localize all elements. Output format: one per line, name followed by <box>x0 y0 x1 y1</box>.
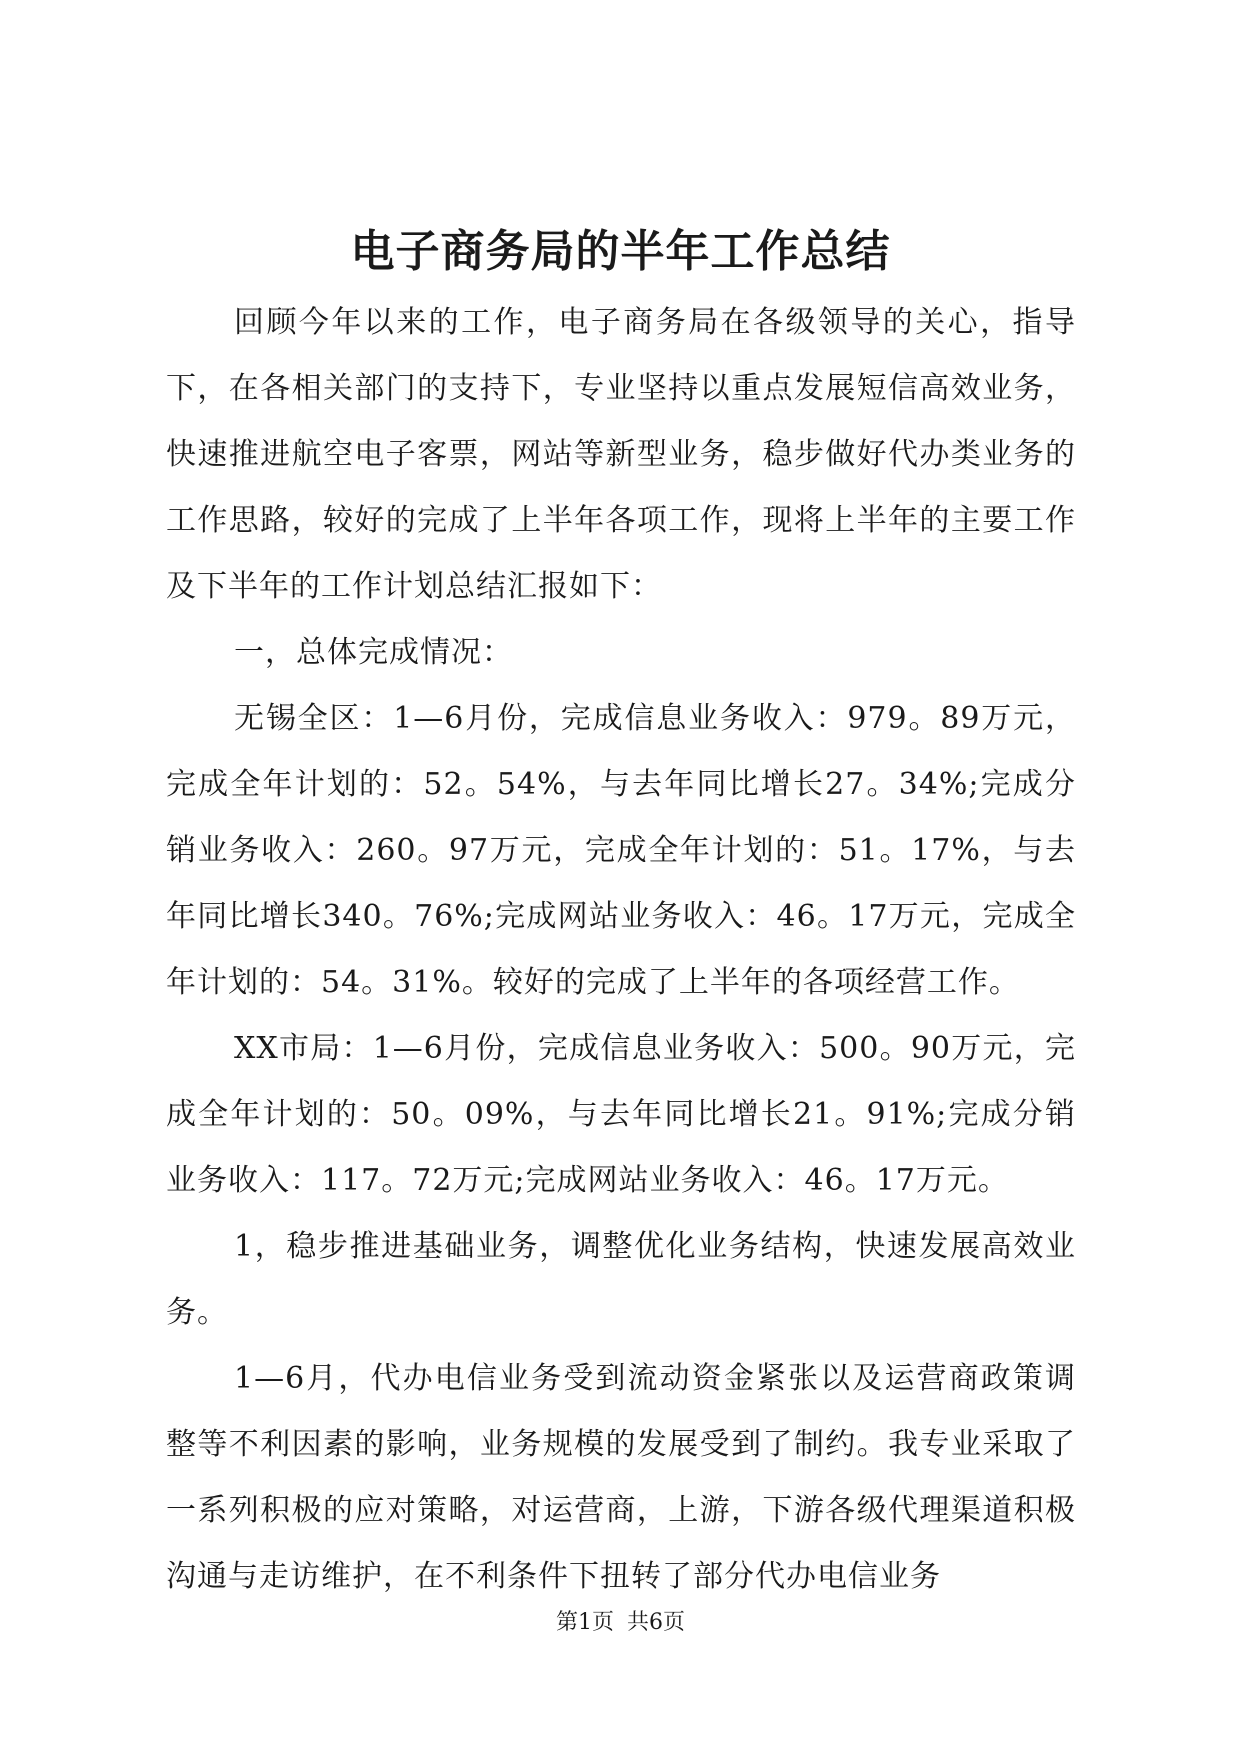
agency-business-paragraph: 1—6月，代办电信业务受到流动资金紧张以及运营商政策调整等不利因素的影响，业务规模的发展受到了制约。我专业采取了一系列积极的应对策略，对运营商，上游，下游各级代理渠道积极沟通与走访维护，在不利条件下扭转了部分代办电信业务 <box>166 1361 1076 1594</box>
document-title: 电子商务局的半年工作总结 <box>350 226 891 277</box>
section-heading-overall: 一，总体完成情况： <box>234 635 513 670</box>
city-bureau-results-paragraph: XX市局：1—6月份，完成信息业务收入：500。90万元，完成全年计划的：50。09%，与去年同比增长21。91%;完成分销业务收入：117。72万元;完成网站业务收入：46。17万元。 <box>166 1031 1076 1198</box>
page-number: 第1页 <box>556 1610 614 1635</box>
intro-paragraph: 回顾今年以来的工作，电子商务局在各级领导的关心，指导下，在各相关部门的支持下，专业坚持以重点发展短信高效业务，快速推进航空电子客票，网站等新型业务，稳步做好代办类业务的工作思路，较好的完成了上半年各项工作，现将上半年的主要工作及下半年的工作计划总结汇报如下： <box>166 305 1076 604</box>
document-body <box>166 290 1076 1610</box>
page-total: 共6页 <box>627 1610 685 1635</box>
subsection-heading-1: 1，稳步推进基础业务，调整优化业务结构，快速发展高效业务。 <box>166 1229 1076 1330</box>
wuxi-results-paragraph: 无锡全区：1—6月份，完成信息业务收入：979。89万元，完成全年计划的：52。54%，与去年同比增长27。34%;完成分销业务收入：260。97万元，完成全年计划的：51。17%，与去年同比增长340。76%;完成网站业务收入：46。17万元，完成全年计划的：54。31%。较好的完成了上半年的各项经营工作。 <box>166 701 1076 1000</box>
page-footer <box>0 1608 1241 1638</box>
